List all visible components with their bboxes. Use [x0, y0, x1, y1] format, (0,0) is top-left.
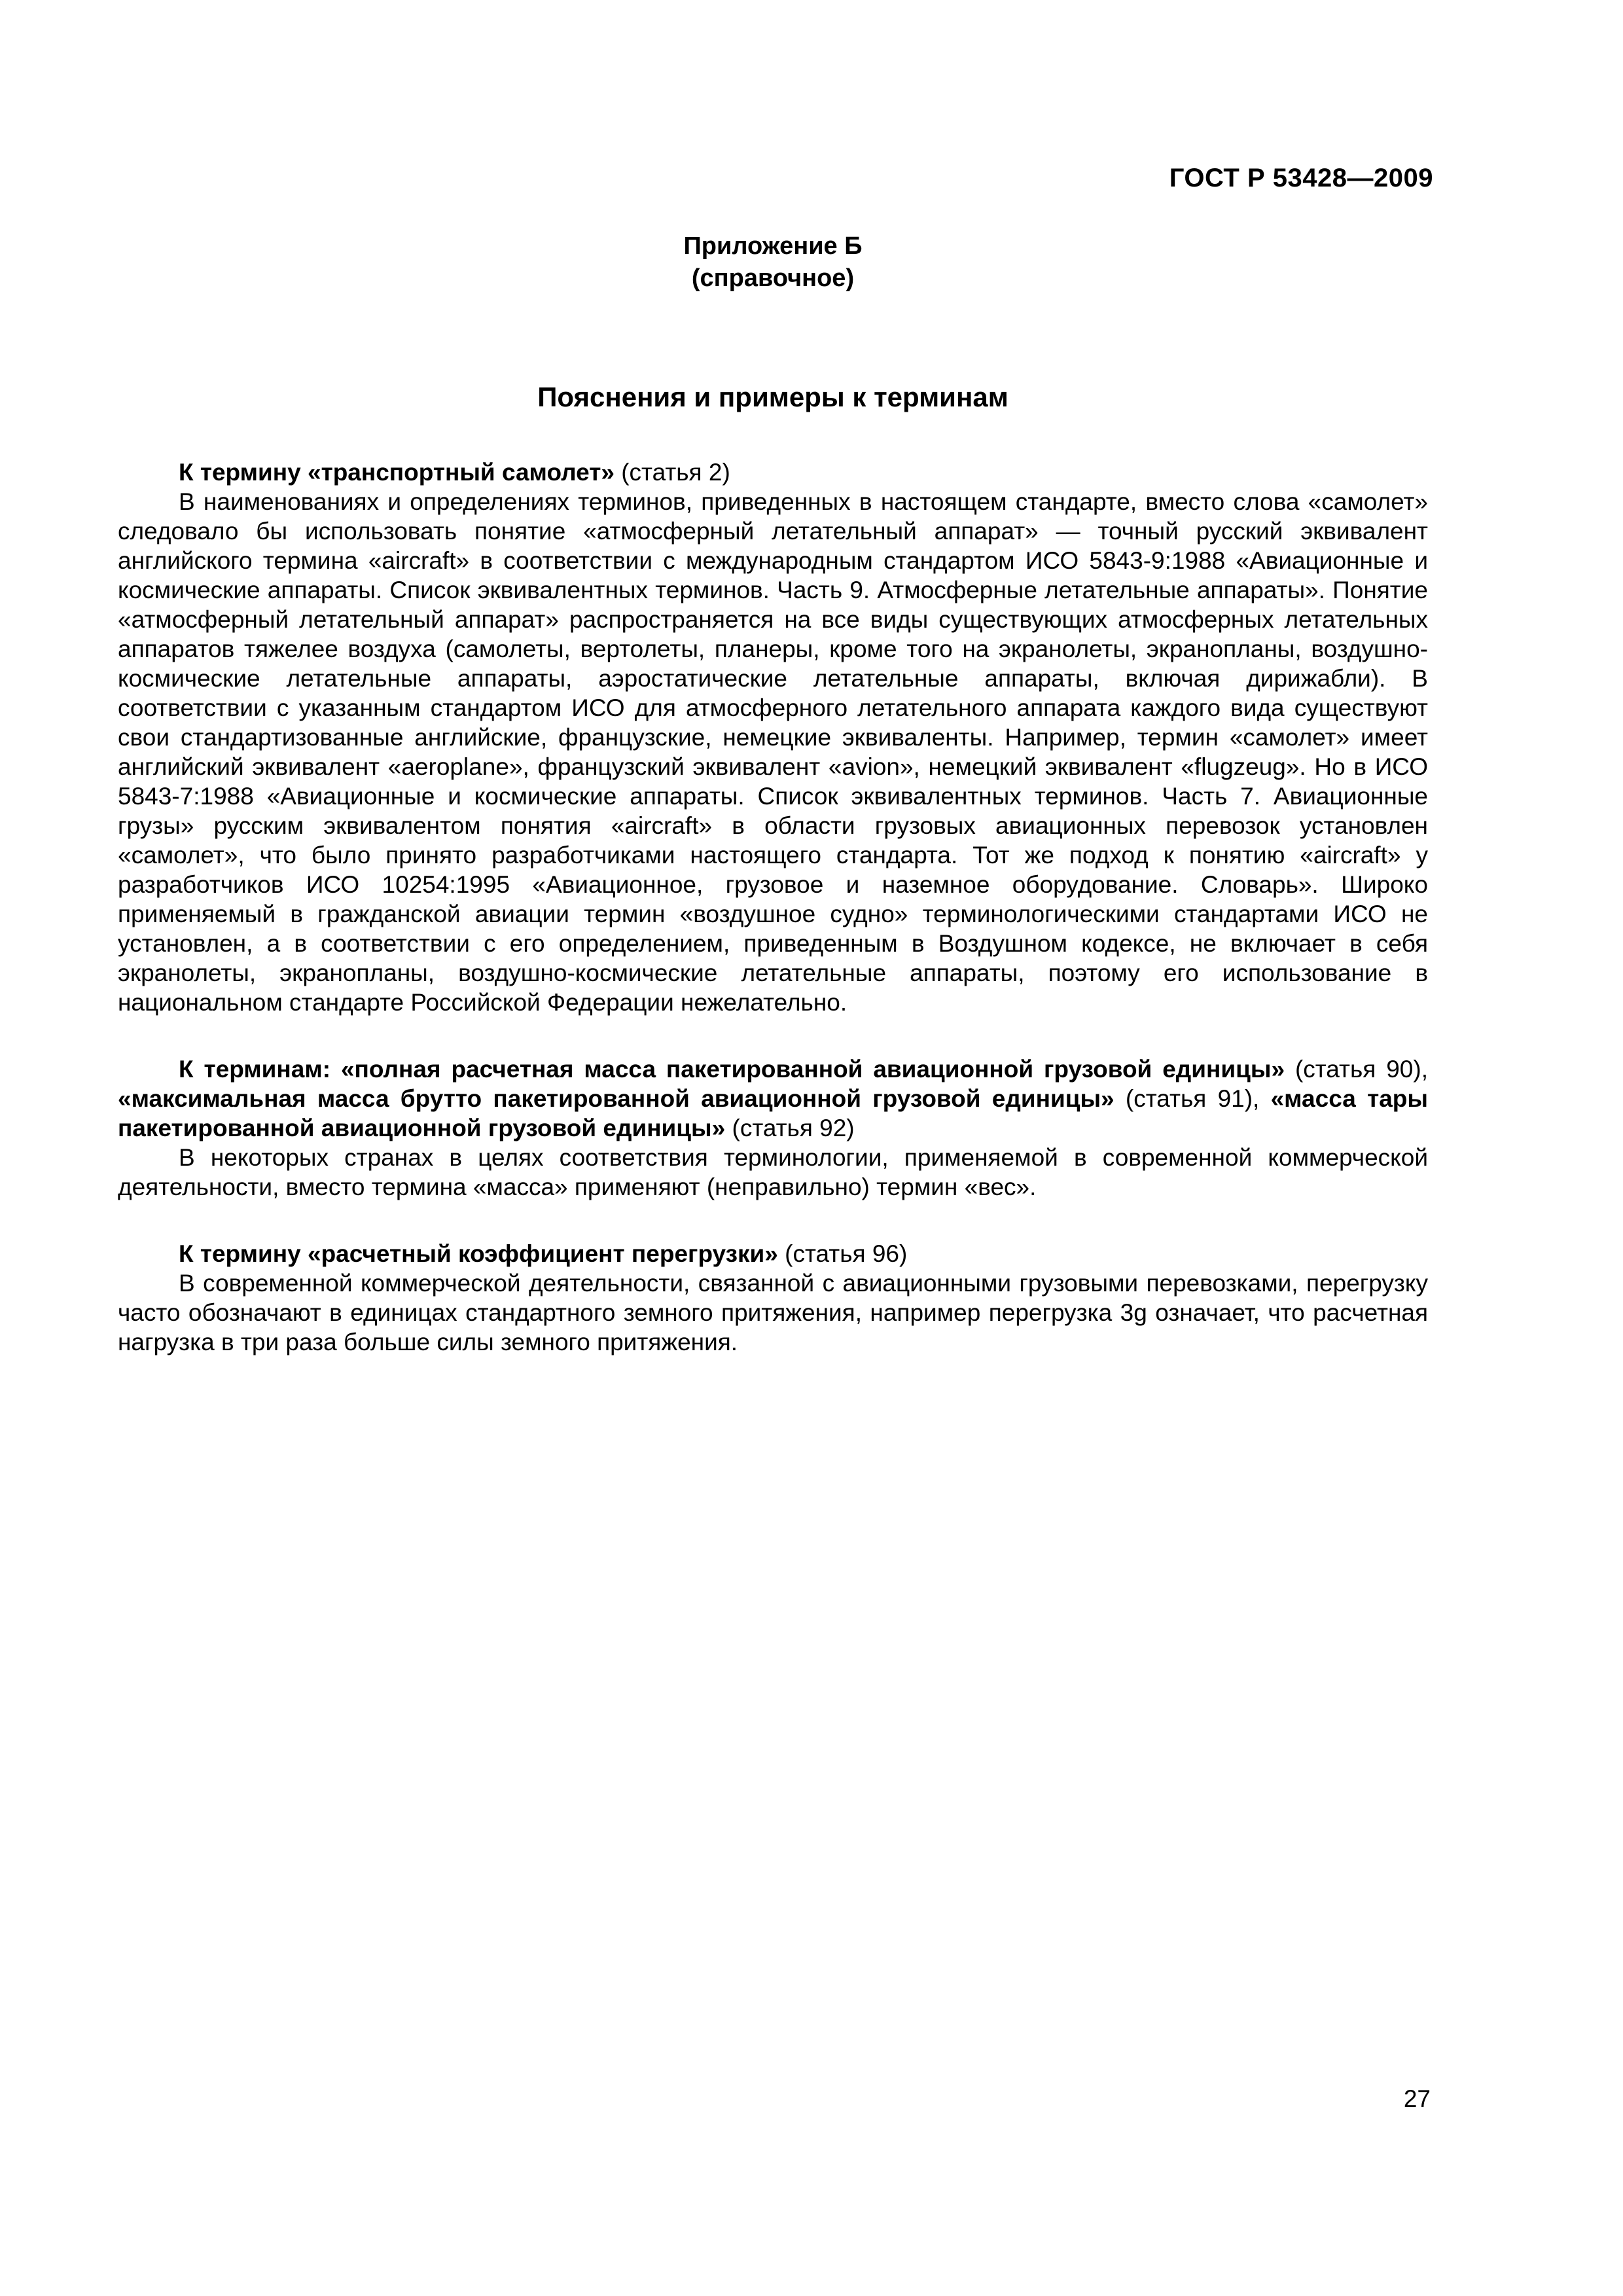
term-paragraph: В некоторых странах в целях соответствия терминологии, применяемой в современной коммерческой деятельности, вместо термина «масса» применяют (неправильно) термин «вес».: [118, 1144, 1428, 1200]
article-ref: (статья 90),: [1285, 1056, 1428, 1083]
term-section: [118, 1239, 1428, 1357]
appendix-kind: (справочное): [691, 264, 855, 292]
term-heading: [118, 1054, 1428, 1143]
term-name: «масса тары пакетированной авиационной грузовой единицы»: [118, 1085, 1428, 1141]
page-title: Пояснения и примеры к терминам: [537, 382, 1008, 412]
standard-number-header: [118, 164, 1433, 193]
term-name: К термину «транспортный самолет»: [179, 459, 615, 486]
term-section: [118, 457, 1428, 1017]
page-number: 27: [1403, 2085, 1431, 2112]
appendix-label: Приложение Б: [683, 232, 863, 260]
term-section: [118, 1054, 1428, 1202]
term-heading: [118, 457, 1428, 487]
article-ref: (статья 96): [777, 1240, 908, 1267]
term-paragraph: В наименованиях и определениях терминов, приведенных в настоящем стандарте, вместо слова «самолет» следовало бы использовать понятие «атмосферный летательный аппарат» — точный русский эквивалент английского термина «aircraft» в соответствии с международным стандартом ИСО 5843-9:1988 «Авиационные и космические аппараты. Список эквивалентных терминов. Часть 9. Атмосферные летательные аппараты». Понятие «атмосферный летательный аппарат» распространяется на все виды существующих атмосферных летательных аппаратов тяжелее воздуха (самолеты, вертолеты, планеры, кроме того на экранолеты, экранопланы, воздушно-космические летательные аппараты, аэростатические летательные аппараты, включая дирижабли). В соответствии с указанным стандартом ИСО для атмосферного летательного аппарата каждого вида существуют свои стандартизованные английские, французские, немецкие эквиваленты. Например, термин «самолет» имеет английский эквивалент «aeroplane», французский эквивалент «avion», немецкий эквивалент «flugzeug». Но в ИСО 5843-7:1988 «Авиационные и космические аппараты. Список эквивалентных терминов. Часть 7. Авиационные грузы» русским эквивалентом понятия «aircraft» в области грузовых авиационных перевозок установлен «самолет», что было принято разработчиками настоящего стандарта. Тот же подход к понятию «aircraft» у разработчиков ИСО 10254:1995 «Авиационное, грузовое и наземное оборудование. Словарь». Широко применяемый в гражданской авиации термин «воздушное судно» терминологическими стандартами ИСО не установлен, а в соответствии с его определением, приведенным в Воздушном кодексе, не включает в себя экранолеты, экранопланы, воздушно-космические летательные аппараты, поэтому его использование в национальном стандарте Российской Федерации нежелательно.: [118, 488, 1428, 1016]
term-name: К термину «расчетный коэффициент перегрузки»: [179, 1240, 778, 1267]
term-heading: [118, 1239, 1428, 1268]
term-paragraph: В современной коммерческой деятельности, связанной с авиационными грузовыми перевозками, перегрузку часто обозначают в единицах стандартного земного притяжения, например перегрузка 3g означает, что расчетная нагрузка в три раза больше силы земного притяжения.: [118, 1270, 1428, 1355]
term-name: К терминам: «полная расчетная масса пакетированной авиационной грузовой единицы»: [179, 1056, 1285, 1083]
standard-number: ГОСТ Р 53428—2009: [1169, 164, 1433, 192]
article-ref: (статья 92): [725, 1115, 855, 1141]
content: [118, 457, 1428, 1357]
appendix-block: [118, 230, 1428, 295]
term-name: «максимальная масса брутто пакетированной авиационной грузовой единицы»: [118, 1085, 1115, 1112]
article-ref: (статья 91),: [1114, 1085, 1271, 1112]
article-ref: (статья 2): [614, 459, 730, 486]
